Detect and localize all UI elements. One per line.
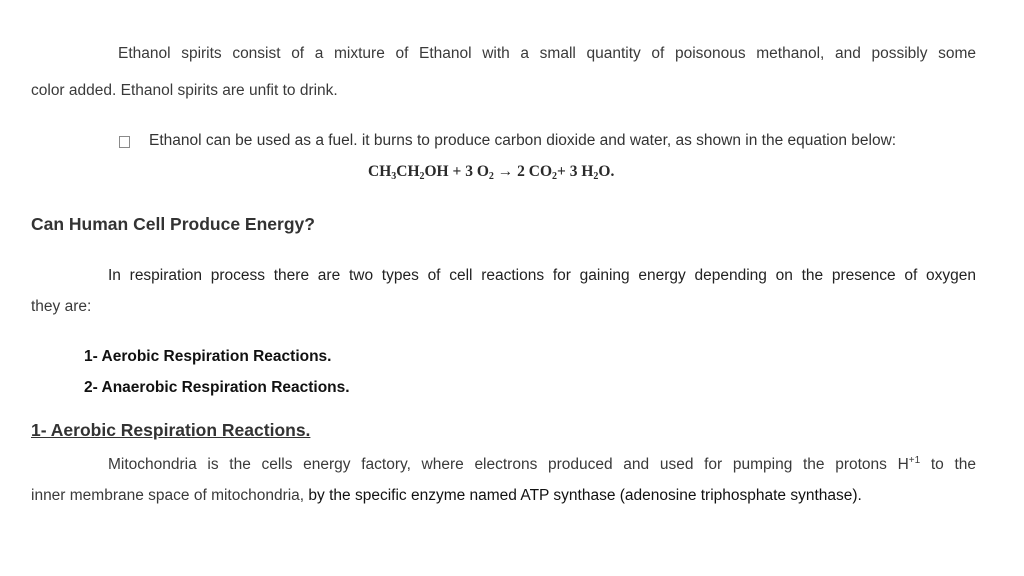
- para3-line2-a: inner membrane space of mitochondria,: [31, 487, 305, 504]
- eq-sub: 2: [552, 171, 558, 182]
- para1-line1: Ethanol spirits consist of a mixture of Ethanol with a small quantity of poisonous methanol, and possibly some: [118, 45, 976, 62]
- eq-part: CH: [396, 163, 420, 180]
- list-item: 1- Aerobic Respiration Reactions.: [84, 348, 332, 365]
- bullet-text: Ethanol can be used as a fuel. it burns to produce carbon dioxide and water, as shown in the equation below:: [149, 132, 897, 149]
- eq-sub: 2: [419, 171, 425, 182]
- eq-part: CH: [368, 163, 392, 180]
- eq-sub: 3: [391, 171, 397, 182]
- para2-line1: In respiration process there are two types of cell reactions for gaining energy depending on the presence of oxygen: [108, 267, 976, 284]
- bullet-box-icon: [119, 136, 130, 148]
- para3-line2-b: by the specific enzyme named ATP synthase (adenosine triphosphate synthase).: [304, 487, 862, 504]
- proton-charge: +1: [908, 455, 921, 466]
- para3-line1-text: Mitochondria is the cells energy factory, where electrons produced and used for pumping the protons H: [108, 456, 909, 473]
- para3-line1: [108, 455, 976, 475]
- eq-part: OH + 3 O: [424, 163, 489, 180]
- para3-line1-end: to the: [920, 456, 976, 473]
- para3-line2: [31, 486, 862, 506]
- list-item: 2- Anaerobic Respiration Reactions.: [84, 379, 350, 396]
- eq-part: → 2 CO: [493, 163, 553, 180]
- eq-sub: 2: [488, 171, 494, 182]
- eq-part: O.: [598, 163, 615, 180]
- subsection-heading: 1- Aerobic Respiration Reactions.: [31, 420, 311, 440]
- section-heading: Can Human Cell Produce Energy?: [31, 214, 315, 234]
- chemical-equation: [368, 163, 614, 181]
- para1-line2: color added. Ethanol spirits are unfit to drink.: [31, 82, 338, 99]
- eq-part: + 3 H: [557, 163, 594, 180]
- eq-sub: 2: [593, 171, 599, 182]
- para2-line2: they are:: [31, 298, 92, 315]
